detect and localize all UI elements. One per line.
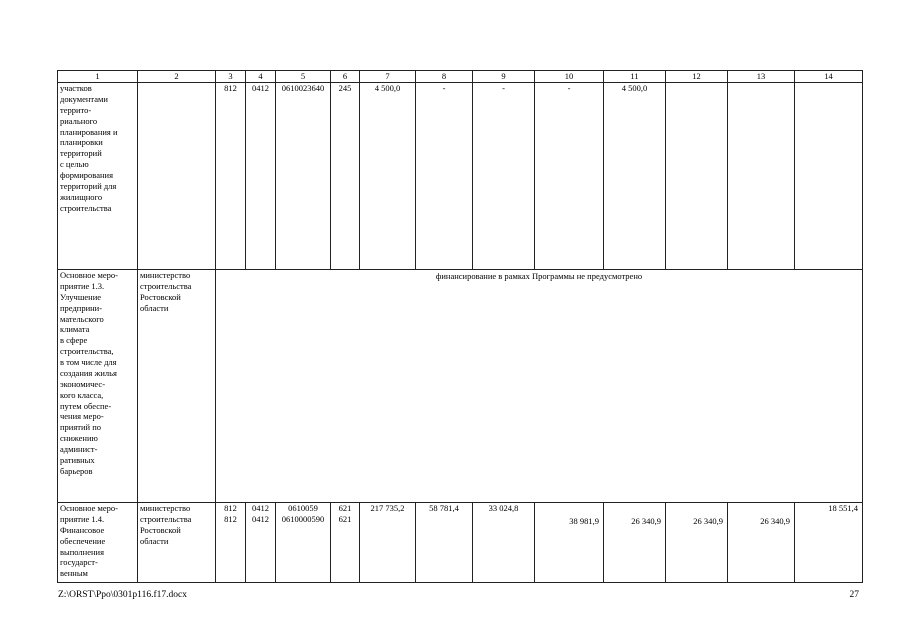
header-cell: 1 bbox=[58, 71, 138, 83]
executor-cell: министерство строительства Ростовской области bbox=[138, 270, 216, 503]
header-cell: 11 bbox=[604, 71, 666, 83]
cell-c14 bbox=[795, 83, 863, 270]
cell-c4: 0412 0412 bbox=[246, 503, 276, 583]
cell-c10: 38 981,9 bbox=[535, 503, 604, 583]
table-row bbox=[58, 503, 863, 583]
table-row bbox=[58, 83, 863, 270]
header-cell: 6 bbox=[331, 71, 360, 83]
cell-c5: 0610023640 bbox=[276, 83, 331, 270]
page-number: 27 bbox=[849, 590, 859, 600]
cell-c11: 26 340,9 bbox=[604, 503, 666, 583]
cell-c7: 4 500,0 bbox=[360, 83, 416, 270]
financing-note: финансирование в рамках Программы не предусмотрено bbox=[216, 270, 863, 503]
executor-cell: министерство строительства Ростовской области bbox=[138, 503, 216, 583]
cell-c13: 26 340,9 bbox=[728, 503, 795, 583]
cell-c3: 812 bbox=[216, 83, 246, 270]
header-cell: 2 bbox=[138, 71, 216, 83]
table-row bbox=[58, 270, 863, 503]
header-cell: 4 bbox=[246, 71, 276, 83]
cell-c6: 621 621 bbox=[331, 503, 360, 583]
header-cell: 7 bbox=[360, 71, 416, 83]
cell-c13 bbox=[728, 83, 795, 270]
cell-c5: 0610059 0610000590 bbox=[276, 503, 331, 583]
header-cell: 10 bbox=[535, 71, 604, 83]
header-cell: 13 bbox=[728, 71, 795, 83]
header-cell: 12 bbox=[666, 71, 728, 83]
cell-c6: 245 bbox=[331, 83, 360, 270]
activity-cell: Основное меро- приятие 1.4. Финансовое обеспечение выполнения государст- венным bbox=[58, 503, 138, 583]
budget-table bbox=[57, 70, 863, 583]
cell-c7: 217 735,2 bbox=[360, 503, 416, 583]
activity-cell: участков документами террито- риального планирования и планировки территорий с целью формирования территорий для жилищного строительства bbox=[58, 83, 138, 270]
cell-c8: - bbox=[416, 83, 473, 270]
cell-c10: - bbox=[535, 83, 604, 270]
cell-c12: 26 340,9 bbox=[666, 503, 728, 583]
header-cell: 5 bbox=[276, 71, 331, 83]
header-row bbox=[58, 71, 863, 83]
cell-c9: - bbox=[473, 83, 535, 270]
cell-c3: 812 812 bbox=[216, 503, 246, 583]
header-cell: 3 bbox=[216, 71, 246, 83]
executor-cell bbox=[138, 83, 216, 270]
activity-cell: Основное меро- приятие 1.3. Улучшение предприни- мательского климата в сфере строительства, в том числе для создания жилья экономичес- кого класса, путем обеспе- чения меро- приятий по снижению админист- ративных барьеров bbox=[58, 270, 138, 503]
cell-c11: 4 500,0 bbox=[604, 83, 666, 270]
footer-file-path: Z:\ORST\Ppo\0301p116.f17.docx bbox=[58, 590, 187, 600]
cell-c4: 0412 bbox=[246, 83, 276, 270]
cell-c14: 18 551,4 bbox=[795, 503, 863, 583]
cell-c9: 33 024,8 bbox=[473, 503, 535, 583]
header-cell: 14 bbox=[795, 71, 863, 83]
header-cell: 8 bbox=[416, 71, 473, 83]
cell-c8: 58 781,4 bbox=[416, 503, 473, 583]
cell-c12 bbox=[666, 83, 728, 270]
header-cell: 9 bbox=[473, 71, 535, 83]
